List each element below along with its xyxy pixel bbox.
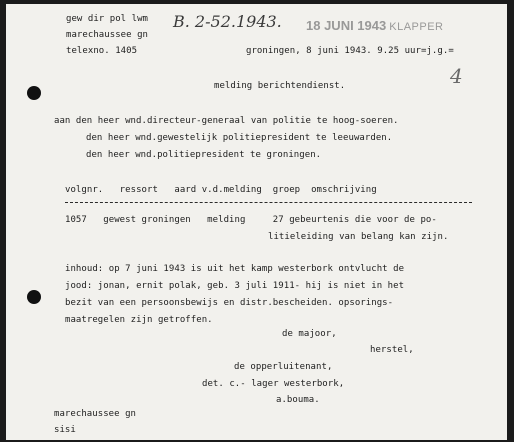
- body-line: bezit van een persoonsbewijs en distr.bescheiden. opsorings-: [65, 298, 394, 308]
- entry-line: litieleiding van belang kan zijn.: [268, 232, 449, 242]
- footer-line: marechaussee gn: [54, 409, 137, 419]
- body-line: jood: jonan, ernit polak, geb. 3 juli 1911- hij is niet in het: [65, 281, 405, 291]
- stamp-label: KLAPPER: [389, 21, 444, 33]
- sender-line: marechaussee gn: [66, 30, 149, 40]
- telex-document: [6, 4, 507, 440]
- date-line: groningen, 8 juni 1943. 9.25 uur=j.g.=: [246, 46, 454, 56]
- sender-line: gew dir pol lwm: [66, 14, 149, 24]
- signature-name: a.bouma.: [276, 395, 320, 405]
- header-divider: [65, 202, 472, 203]
- body-line: maatregelen zijn getroffen.: [65, 315, 213, 325]
- addressee-line: den heer wnd.gewestelijk politiepresident te leeuwarden.: [86, 133, 393, 143]
- punch-hole: [27, 86, 41, 100]
- footer-line: sisi: [54, 425, 76, 435]
- margin-number: 4: [450, 64, 463, 88]
- signature-herstel: herstel,: [370, 345, 414, 355]
- addressee-line: aan den heer wnd.directeur-generaal van politie te hoog-soeren.: [54, 116, 399, 126]
- entry-line: 1057 gewest groningen melding 27 gebeurtenis die voor de po-: [65, 215, 437, 225]
- punch-hole: [27, 290, 41, 304]
- handwritten-reference: B. 2-52.1943.: [173, 12, 282, 31]
- subject-line: melding berichtendienst.: [214, 81, 346, 91]
- signature-unit: det. c.- lager westerbork,: [202, 379, 345, 389]
- addressee-line: den heer wnd.politiepresident te groningen.: [86, 150, 322, 160]
- signature-title: de opperluitenant,: [234, 362, 333, 372]
- body-line: inhoud: op 7 juni 1943 is uit het kamp westerbork ontvlucht de: [65, 264, 405, 274]
- stamp-date: 18 JUNI 1943: [306, 18, 387, 33]
- date-stamp: [306, 18, 443, 33]
- telex-number: telexno. 1405: [66, 46, 138, 56]
- table-header: volgnr. ressort aard v.d.melding groep omschrijving: [65, 185, 377, 195]
- signature-majoor: de majoor,: [282, 329, 337, 339]
